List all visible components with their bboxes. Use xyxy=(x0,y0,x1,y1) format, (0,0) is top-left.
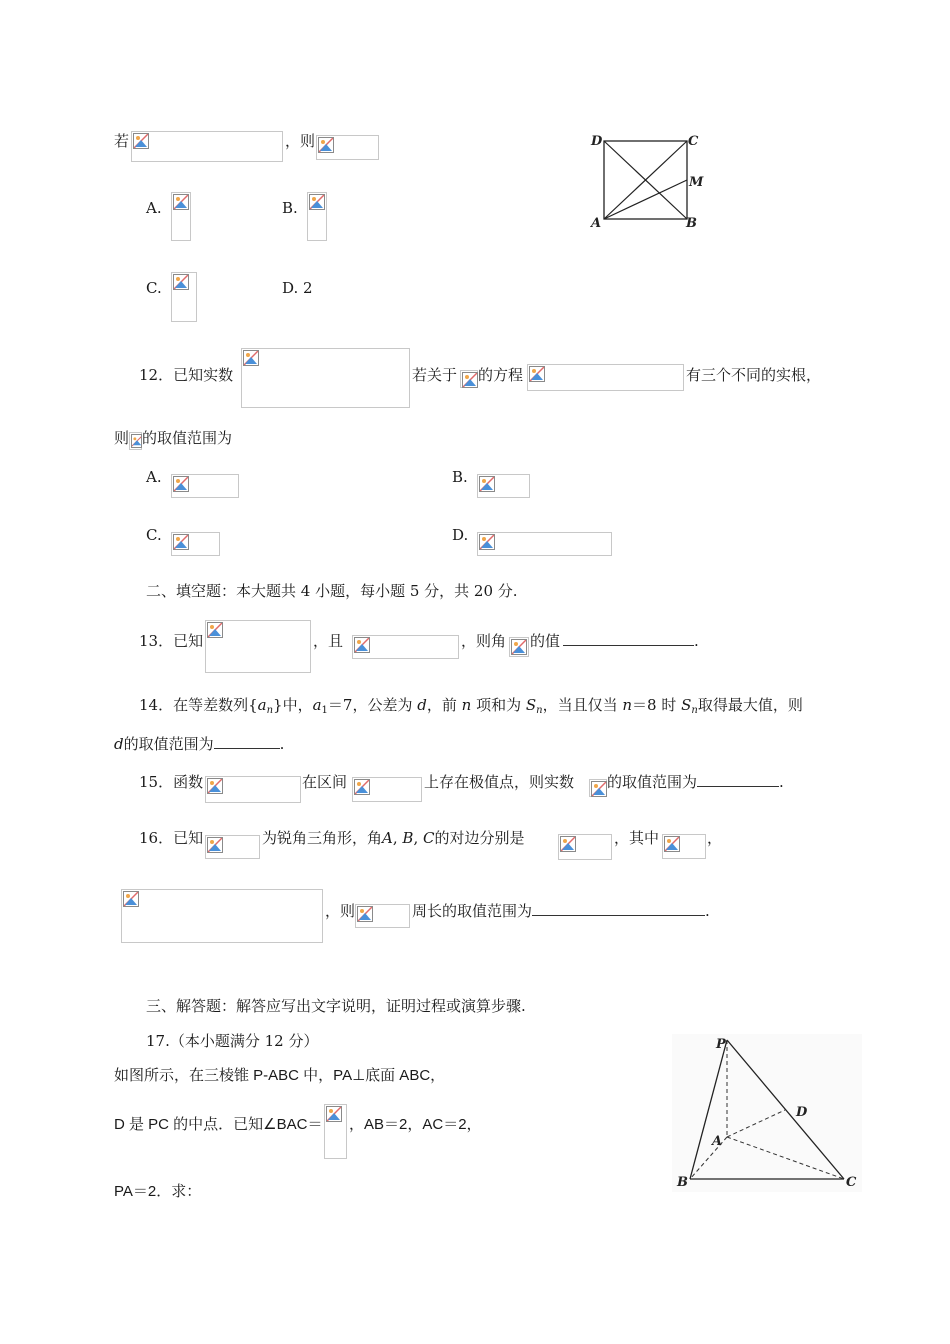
q14-end: . xyxy=(279,735,285,753)
q12-text-3: 有三个不同的实根， xyxy=(686,366,822,384)
answer-blank-line xyxy=(563,631,699,651)
segment-am xyxy=(604,180,687,219)
math-n: n xyxy=(461,696,472,714)
broken-image-icon xyxy=(479,534,495,550)
broken-image-icon xyxy=(326,1106,342,1122)
broken-image-icon xyxy=(511,639,527,655)
math-a: a xyxy=(257,696,267,714)
q17-line-2b: ，AB＝2，AC＝2， xyxy=(349,1116,482,1133)
section-3-heading: 三、解答题：解答应写出文字说明，证明过程或演算步骤. xyxy=(146,997,526,1015)
q15-end: . xyxy=(779,773,784,791)
math-sub-n: n xyxy=(266,705,274,716)
option-b-label: B. xyxy=(282,199,298,217)
formula-image xyxy=(241,348,410,408)
q14-line-2 xyxy=(114,734,284,754)
label-b: B xyxy=(686,216,697,231)
label-c: C xyxy=(846,1175,857,1190)
formula-image xyxy=(558,834,612,860)
broken-image-icon xyxy=(529,366,545,382)
q12-number: 12．已知实数 xyxy=(139,366,234,384)
math-s: S xyxy=(681,696,692,714)
math-a: a xyxy=(312,696,322,714)
q16-text-g xyxy=(412,901,710,921)
q16-text: 为锐角三角形，角 xyxy=(262,829,383,847)
math-a: A xyxy=(382,829,393,847)
formula-image xyxy=(121,889,323,943)
formula-image xyxy=(171,474,239,498)
q14-text: 的取值范围为 xyxy=(123,735,214,753)
q16-text-f: ，则 xyxy=(325,902,356,920)
option-a-label: A. xyxy=(146,199,162,217)
formula-image xyxy=(307,192,327,241)
math-c: C xyxy=(422,829,435,847)
label-m: M xyxy=(689,175,704,190)
q13-text-a: 13．已知 xyxy=(139,632,204,650)
q13-text-d: 的值 xyxy=(530,632,561,650)
q17-line-1: 如图所示，在三棱锥 P-ABC 中，PA⊥底面 ABC， xyxy=(114,1067,446,1084)
math-s: S xyxy=(525,696,537,714)
q12-text-2: 的方程 xyxy=(478,366,524,384)
formula-image xyxy=(662,834,706,859)
broken-image-icon xyxy=(243,350,259,366)
section-2-heading: 二、填空题：本大题共 4 小题，每小题 5 分，共 20 分. xyxy=(146,582,518,600)
q12-text-4a: 则 xyxy=(114,429,130,447)
formula-image xyxy=(352,777,422,802)
label-p: P xyxy=(716,1037,726,1052)
broken-image-icon xyxy=(133,133,149,149)
label-a: A xyxy=(591,216,602,231)
answer-blank[interactable] xyxy=(697,772,779,787)
q17-line-3: PA＝2．求： xyxy=(114,1183,202,1200)
q15-text-c: 上存在极值点，则实数 xyxy=(424,773,575,791)
label-d: D xyxy=(591,134,603,149)
q12-text-4b: 的取值范围为 xyxy=(142,429,233,447)
formula-image xyxy=(171,192,191,241)
formula-image xyxy=(460,370,478,388)
q12-option-a-label: A. xyxy=(146,468,162,486)
formula-image xyxy=(509,637,529,657)
formula-image xyxy=(316,135,379,160)
broken-image-icon xyxy=(123,891,139,907)
q14-text: 14．在等差数列{ xyxy=(139,696,258,714)
label-c: C xyxy=(688,134,699,149)
math-sub-1: 1 xyxy=(321,705,328,716)
option-c-label: C. xyxy=(146,279,162,297)
q17-line-2a: D 是 PC 的中点．已知∠BAC＝ xyxy=(114,1116,323,1133)
label-a: A xyxy=(712,1134,723,1149)
broken-image-icon xyxy=(173,274,189,290)
broken-image-icon xyxy=(207,778,223,794)
math-d: d xyxy=(114,735,124,753)
q16-text-e: ， xyxy=(707,829,723,847)
q16-text-a: 16．已知 xyxy=(139,829,204,847)
q14-text: 项和为 xyxy=(471,696,526,714)
math-sub-n: n xyxy=(691,705,698,716)
figure-background xyxy=(672,1034,862,1192)
broken-image-icon xyxy=(207,622,223,638)
square-figure xyxy=(585,128,715,233)
answer-blank[interactable] xyxy=(532,901,705,916)
formula-image xyxy=(171,272,197,322)
q13-text-b: ，且 xyxy=(313,632,344,650)
q14-text: 取得最大值，则 xyxy=(697,696,803,714)
broken-image-icon xyxy=(318,137,334,153)
broken-image-icon xyxy=(131,434,142,448)
broken-image-icon xyxy=(357,906,373,922)
q12-option-c-label: C. xyxy=(146,526,162,544)
option-d-label: D. 2 xyxy=(282,279,313,297)
broken-image-icon xyxy=(354,637,370,653)
formula-image xyxy=(477,532,612,556)
formula-image xyxy=(589,779,607,797)
formula-image xyxy=(352,635,459,659)
q15-range-text: 的取值范围为 xyxy=(607,773,698,791)
formula-image xyxy=(477,474,530,498)
q14-text: ，当且仅当 xyxy=(542,696,623,714)
label-b: B xyxy=(677,1175,688,1190)
q12-text-1: 若关于 xyxy=(412,366,458,384)
q12-option-d-label: D. xyxy=(452,526,469,544)
q14-text: ＝7，公差为 xyxy=(327,696,418,714)
tetrahedron-figure xyxy=(672,1034,862,1192)
q12-option-b-label: B. xyxy=(452,468,468,486)
q17-heading: 17.（本小题满分 12 分） xyxy=(146,1032,319,1050)
formula-image xyxy=(205,835,260,859)
q13-text-c: ，则角 xyxy=(461,632,507,650)
broken-image-icon xyxy=(173,194,189,210)
q15-text-b: 在区间 xyxy=(302,773,348,791)
math-b: B xyxy=(402,829,414,847)
formula-image xyxy=(324,1104,347,1159)
q16-text-b: 为锐角三角形，角A, B, C的对边分别是 xyxy=(262,829,525,847)
broken-image-icon xyxy=(207,837,223,853)
broken-image-icon xyxy=(664,836,680,852)
answer-blank[interactable] xyxy=(214,734,280,749)
broken-image-icon xyxy=(309,194,325,210)
q13-end: . xyxy=(694,632,699,650)
formula-image xyxy=(129,432,142,450)
q14-text: }中， xyxy=(273,696,313,714)
q16-end: . xyxy=(705,902,710,920)
math-n: n xyxy=(622,696,633,714)
broken-image-icon xyxy=(462,372,478,388)
q14-line-1 xyxy=(139,695,803,721)
formula-image xyxy=(205,620,311,673)
formula-image xyxy=(205,776,301,803)
formula-image xyxy=(527,364,684,391)
broken-image-icon xyxy=(591,781,607,797)
formula-image xyxy=(131,131,283,162)
q15-text-d xyxy=(607,772,784,792)
math-sub-n: n xyxy=(536,705,543,716)
q15-text-a: 15．函数 xyxy=(139,773,204,791)
formula-image xyxy=(355,904,410,928)
q16-text-d: ，其中 xyxy=(614,829,660,847)
q16-perimeter-text: 周长的取值范围为 xyxy=(412,902,533,920)
label-d: D xyxy=(796,1105,808,1120)
q11-prefix: 若 xyxy=(114,132,130,150)
broken-image-icon xyxy=(479,476,495,492)
q14-text: ，前 xyxy=(426,696,462,714)
answer-blank[interactable] xyxy=(563,631,694,646)
broken-image-icon xyxy=(354,779,370,795)
q16-text: 的对边分别是 xyxy=(434,829,525,847)
q11-mid: ，则 xyxy=(285,132,316,150)
broken-image-icon xyxy=(173,476,189,492)
math-d: d xyxy=(417,696,427,714)
broken-image-icon xyxy=(560,836,576,852)
q14-text: ＝8 时 xyxy=(632,696,682,714)
broken-image-icon xyxy=(173,534,189,550)
formula-image xyxy=(171,532,220,556)
